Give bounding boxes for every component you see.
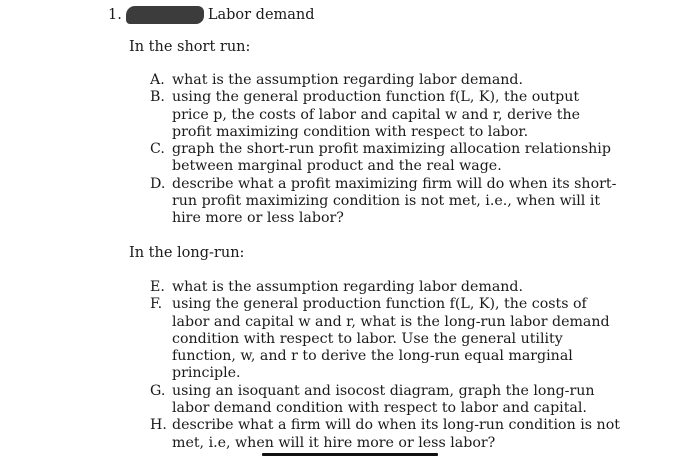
long-run-list — [150, 279, 620, 452]
list-item — [150, 383, 620, 418]
item-marker: C. — [150, 141, 165, 158]
item-text: using an isoquant and isocost diagram, graph the long-run labor demand condition with respect to labor and capital. — [172, 382, 595, 417]
item-marker: G. — [150, 382, 166, 399]
redaction-mark — [126, 6, 204, 24]
short-run-heading: In the short run: — [129, 39, 251, 55]
question-title: Labor demand — [207, 7, 315, 23]
underline-mark — [262, 453, 438, 456]
item-marker: A. — [150, 72, 165, 88]
list-item — [150, 72, 620, 89]
item-text: what is the assumption regarding labor demand. — [172, 279, 524, 295]
short-run-list — [150, 72, 620, 228]
list-item — [150, 279, 620, 296]
item-text: describe what a firm will do when its long-run condition is not met, i.e, when will it hire more or less labor? — [172, 417, 620, 451]
list-item — [150, 141, 620, 176]
question-number: 1. — [108, 7, 122, 23]
item-text: using the general production function f(L, K), the output price p, the costs of labor and capital w and r, derive the profit maximizing condition with respect to labor. — [172, 89, 581, 140]
item-marker: F. — [150, 296, 163, 313]
item-text: what is the assumption regarding labor demand. — [172, 72, 524, 88]
item-marker: H. — [150, 417, 167, 434]
item-text: using the general production function f(L, K), the costs of labor and capital w and r, what is the long-run labor demand condition with respect to labor. Use the general utility function, w, and r to derive the long-run equal marginal principle. — [172, 296, 610, 382]
list-item — [150, 176, 620, 228]
question-header — [108, 4, 315, 26]
item-marker: D. — [150, 175, 166, 192]
list-item — [150, 296, 620, 382]
item-marker: E. — [150, 279, 165, 295]
item-marker: B. — [150, 89, 165, 106]
item-text: describe what a profit maximizing firm will do when its short-run profit maximizing condition is not met, i.e., when will it hire more or less labor? — [172, 175, 617, 227]
long-run-heading: In the long-run: — [129, 245, 245, 261]
list-item — [150, 417, 620, 452]
list-item — [150, 89, 620, 141]
item-text: graph the short-run profit maximizing allocation relationship between marginal product and the real wage. — [172, 141, 611, 175]
